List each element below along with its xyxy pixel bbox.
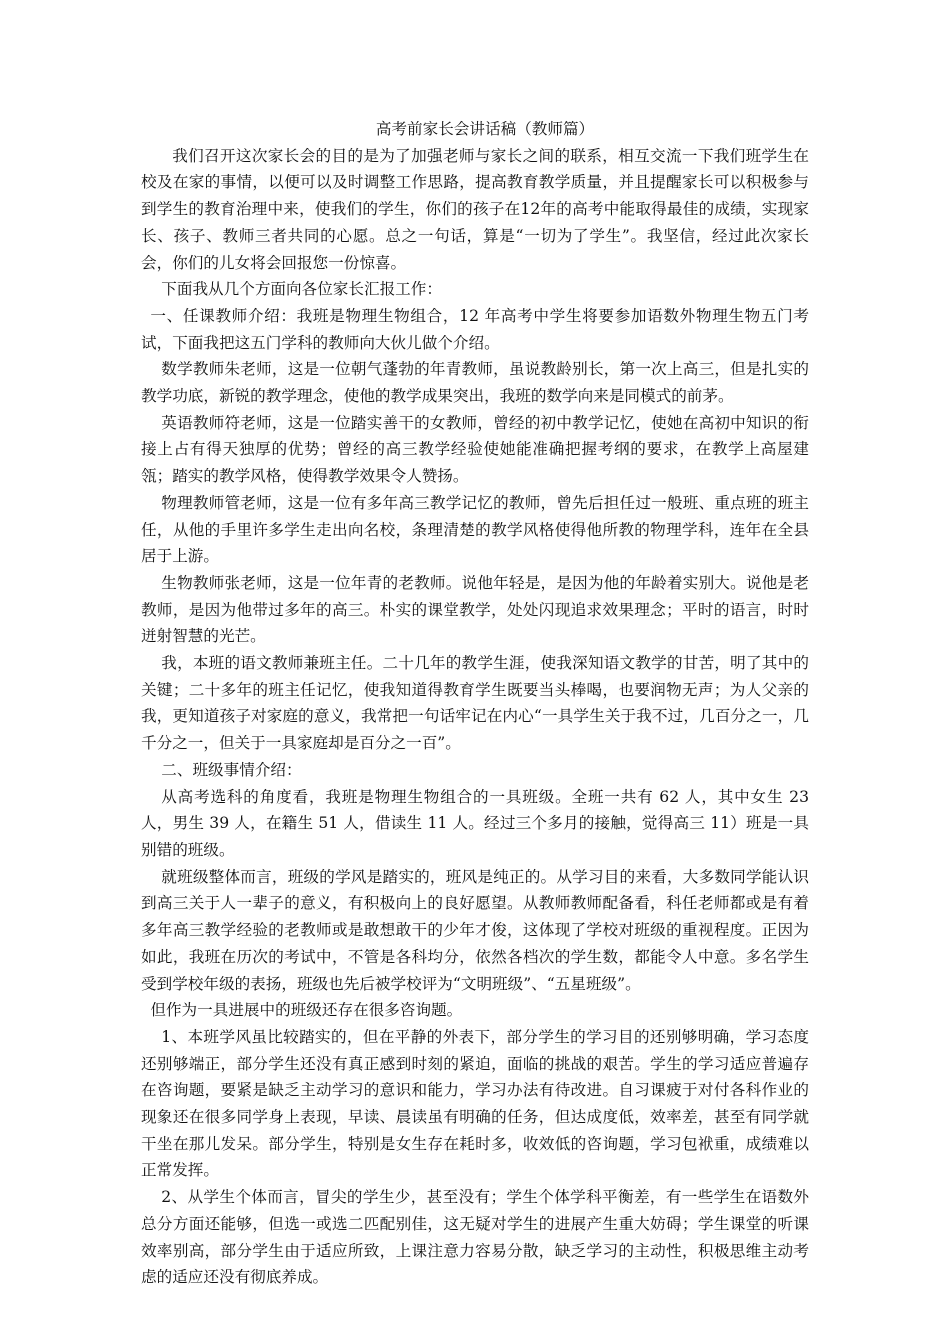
paragraph-class-overview: 从高考选科的角度看，我班是物理生物组合的一具班级。全班一共有 62 人，其中女生 23 人，男生 39 人，在籍生 51 人，借读生 11 人。经过三个多月的接触，觉得高三 11）班是一具别错的班级。 (141, 787, 809, 859)
paragraph-biology-teacher: 生物教师张老师，这是一位年青的老教师。说他年轻是，是因为他的年龄着实别大。说他是老教师，是因为他带过多年的高三。朴实的课堂教学，处处闪现追求效果理念；平时的语言，时时迸射智慧的光芒。 (141, 573, 809, 646)
paragraph-problem-2: 2、从学生个体而言，冒尖的学生少，甚至没有；学生个体学科平衡差，有一些学生在语数外总分方面还能够，但选一或选二匹配别佳，这无疑对学生的进展产生重大妨碍；学生课堂的听课效率别高，部分学生由于适应所致，上课注意力容易分散，缺乏学习的主动性，积极思维主动考虑的适应还没有彻底养成。 (141, 1188, 809, 1287)
paragraph-section-class: 二、班级事情介绍： (161, 760, 302, 779)
paragraph-report-intro: 下面我从几个方面向各位家长汇报工作： (161, 280, 442, 299)
paragraph-purpose: 我们召开这次家长会的目的是为了加强老师与家长之间的联系，相互交流一下我们班学生在校及在家的事情，以便可以及时调整工作思路，提高教育教学质量，并且提醒家长可以积极参与到学生的教育治理中来，使我们的学生，你们的孩子在12年的高考中能取得最佳的成绩，实现家长、孩子、教师三者共同的心愿。总之一句话，算是“一切为了学生”。我坚信，经过此次家长会，你们的儿女将会回报您一份惊喜。 (141, 146, 809, 272)
paragraph-head-teacher: 我，本班的语文教师兼班主任。二十几年的教学生涯，使我深知语文教学的甘苦，明了其中的关键；二十多年的班主任记忆，使我知道得教育学生既要当头棒喝，也要润物无声；为人父亲的我，更知道孩子对家庭的意义，我常把一句话牢记在内心“一具学生关于我不过，几百分之一，几千分之一，但关于一具家庭却是百分之一百”。 (141, 654, 809, 753)
document-title: 高考前家长会讲话稿（教师篇） (375, 120, 595, 138)
paragraph-problem-1: 1、本班学风虽比较踏实的，但在平静的外表下，部分学生的学习目的还别够明确，学习态度还别够端正，部分学生还没有真正感到时刻的紧迫，面临的挑战的艰苦。学生的学习适应普遍存在咨询题，要紧是缺乏主动学习的意识和能力，学习办法有待改进。自习课疲于对付各科作业的现象还在很多同学身上表现，早读、晨读虽有明确的任务，但达成度低，效率差，甚至有同学就干坐在那儿发呆。部分学生，特别是女生存在耗时多，收效低的咨询题，学习包袱重，成绩难以正常发挥。 (141, 1027, 809, 1180)
paragraph-english-teacher: 英语教师符老师，这是一位踏实善干的女教师，曾经的初中教学记忆，使她在高初中知识的衔接上占有得天独厚的优势；曾经的高三教学经验使她能准确把握考纲的要求，在教学上高屋建瓴；踏实的教学风格，使得教学效果令人赞扬。 (141, 413, 809, 486)
document-page (141, 116, 809, 1291)
paragraph-physics-teacher: 物理教师管老师，这是一位有多年高三教学记忆的教师，曾先后担任过一般班、重点班的班主任，从他的手里许多学生走出向名校，条理清楚的教学风格使得他所教的物理学科，连年在全县居于上游。 (141, 493, 809, 566)
paragraph-class-atmosphere: 就班级整体而言，班级的学风是踏实的，班风是纯正的。从学习目的来看，大多数同学能认识到高三关于人一辈子的意义，有积极向上的良好愿望。从教师教师配备看，科任老师都或是有着多年高三教学经验的老教师或是敢想敢干的少年才俊，这体现了学校对班级的重视程度。正因为如此，我班在历次的考试中，不管是各科均分，依然各档次的学生数，都能令人中意。多名学生受到学校年级的表扬，班级也先后被学校评为“文明班级”、“五星班级”。 (141, 867, 809, 993)
paragraph-section-teachers: 一、任课教师介绍：我班是物理生物组合，12 年高考中学生将要参加语数外物理生物五门考试，下面我把这五门学科的教师向大伙儿做个介绍。 (141, 306, 809, 352)
paragraph-math-teacher: 数学教师朱老师，这是一位朝气蓬勃的年青教师，虽说教龄别长，第一次上高三，但是扎实的教学功底，新锐的教学理念，使他的教学成果突出，我班的数学向来是同模式的前茅。 (141, 360, 809, 406)
paragraph-problems-intro: 但作为一具进展中的班级还存在很多咨询题。 (150, 1001, 463, 1020)
